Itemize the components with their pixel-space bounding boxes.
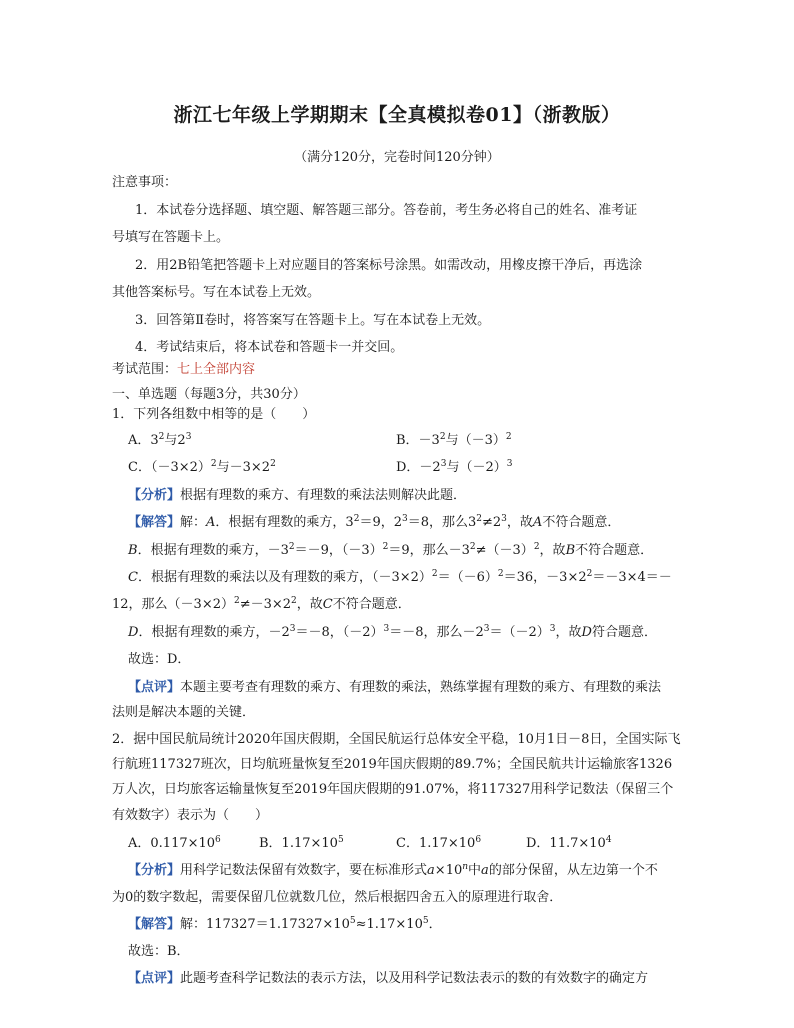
q1-answer-c2: 12，那么$(-3\times 2)^2\ne-3\times 2^2$，故C不符合题意． [112, 596, 411, 612]
q1-answer-a: 【解答】解：A．根据有理数的乘方，$3^2=9$，$2^3=8$，那么$3^2\ne 2^3$，故A不符合题意． [128, 514, 621, 530]
comment-tag: 【点评】 [128, 680, 181, 695]
note-item-3: 3．回答第Ⅱ卷时，将答案写在答题卡上。写在本试卷上无效。 [135, 313, 491, 328]
q1-stem: 1．下列各组数中相等的是（ ） [112, 407, 316, 422]
q2-answer: 【解答】解：$117327=1.17327\times 10^5\approx 1.17\times 10^5$． [128, 916, 442, 932]
answer-tag: 【解答】 [128, 515, 181, 530]
q1-analysis [128, 487, 466, 505]
q1-option-b: B．$-3^2$与$(-3)^2$ [396, 432, 512, 448]
q1-answer-b: B．根据有理数的乘方，$-3^2=-9$，$(-3)^2=9$，那么$-3^2\ne(-3)^2$，故B不符合题意． [128, 542, 654, 558]
q2-stem-c: 万人次，日均旅客运输量恢复至2019年国庆假期的91.07%，将117327用科学记数法（保留三个 [112, 782, 674, 797]
q2-analysis-b: 为0的数字数起，需要保留几位就数几位，然后根据四舍五入的原理进行取舍． [112, 890, 563, 905]
notes-heading: 注意事项： [112, 175, 178, 190]
page-subtitle: （满分120分，完卷时间120分钟） [294, 150, 500, 165]
q2-comment-text: 此题考查科学记数法的表示方法，以及用科学记数法表示的数的有效数字的确定方 [180, 971, 649, 986]
note-item-1b: 号填写在答题卡上。 [112, 230, 230, 245]
q1-answer-d: D．根据有理数的乘方，$-2^3=-8$，$(-2)^3=-8$，那么$-2^3=(-2)^3$，故D符合题意． [128, 624, 657, 640]
q2-option-c: C．$1.17\times 10^6$ [396, 835, 482, 851]
q2-stem-d: 有效数字）表示为（ ） [112, 808, 269, 823]
q2-analysis-a: 【分析】用科学记数法保留有效数字，要在标准形式$a\times 10^n$中a的部分保留，从左边第一个不 [128, 862, 658, 878]
q2-option-a: A．$0.117\times 10^6$ [128, 835, 221, 851]
note-item-4: 4．考试结束后，将本试卷和答题卡一并交回。 [135, 340, 404, 355]
q1-comment-b: 法则是解决本题的关键． [112, 705, 256, 720]
analysis-tag: 【分析】 [128, 863, 181, 878]
q2-option-b: B．$1.17\times 10^5$ [259, 835, 344, 851]
q2-stem-b: 行航班117327班次，日均航班量恢复至2019年国庆假期的89.7%；全国民航共计运输旅客1326 [112, 757, 673, 772]
q2-choose: 故选：B． [128, 944, 190, 959]
q1-option-d: D．$-2^3$与$(-2)^3$ [396, 459, 513, 475]
note-item-2b: 其他答案标号。写在本试卷上无效。 [112, 285, 321, 300]
q2-stem-a: 2．据中国民航局统计2020年国庆假期，全国民航运行总体安全平稳，10月1日－8日，全国实际飞 [112, 732, 681, 747]
scope-value: 七上全部内容 [177, 362, 256, 377]
answer-tag: 【解答】 [128, 917, 181, 932]
comment-tag: 【点评】 [128, 971, 181, 986]
q1-choose: 故选：D． [128, 652, 191, 667]
q1-option-c: C．$(-3\times 2)^2$与$-3\times 2^2$ [128, 459, 276, 475]
scope-label: 考试范围： [112, 362, 178, 377]
q1-answer-c1: C．根据有理数的乘法以及有理数的乘方，$(-3\times 2)^2=(-6)^2=36$，$-3\times 2^2=-3\times 4=-$ [128, 569, 672, 585]
q2-option-d: D．$11.7\times 10^4$ [526, 835, 612, 851]
exam-scope [112, 361, 255, 379]
note-item-2a: 2．用2B铅笔把答题卡上对应题目的答案标号涂黑。如需改动，用橡皮擦干净后，再选涂 [135, 258, 643, 273]
analysis-tag: 【分析】 [128, 488, 181, 503]
q1-option-a: A．$3^2$与$2^3$ [128, 432, 192, 448]
q1-comment-a [128, 679, 661, 697]
q2-comment [128, 970, 648, 988]
note-item-1a: 1．本试卷分选择题、填空题、解答题三部分。答卷前，考生务必将自己的姓名、准考证 [135, 203, 638, 218]
page-title: 浙江七年级上学期期末【全真模拟卷01】（浙教版） [173, 104, 621, 126]
q1-analysis-text: 根据有理数的乘方、有理数的乘法法则解决此题． [180, 488, 467, 503]
section-1-heading: 一、单选题（每题3分，共30分） [112, 387, 306, 402]
q1-comment-text: 本题主要考查有理数的乘方、有理数的乘法，熟练掌握有理数的乘方、有理数的乘法 [180, 680, 662, 695]
